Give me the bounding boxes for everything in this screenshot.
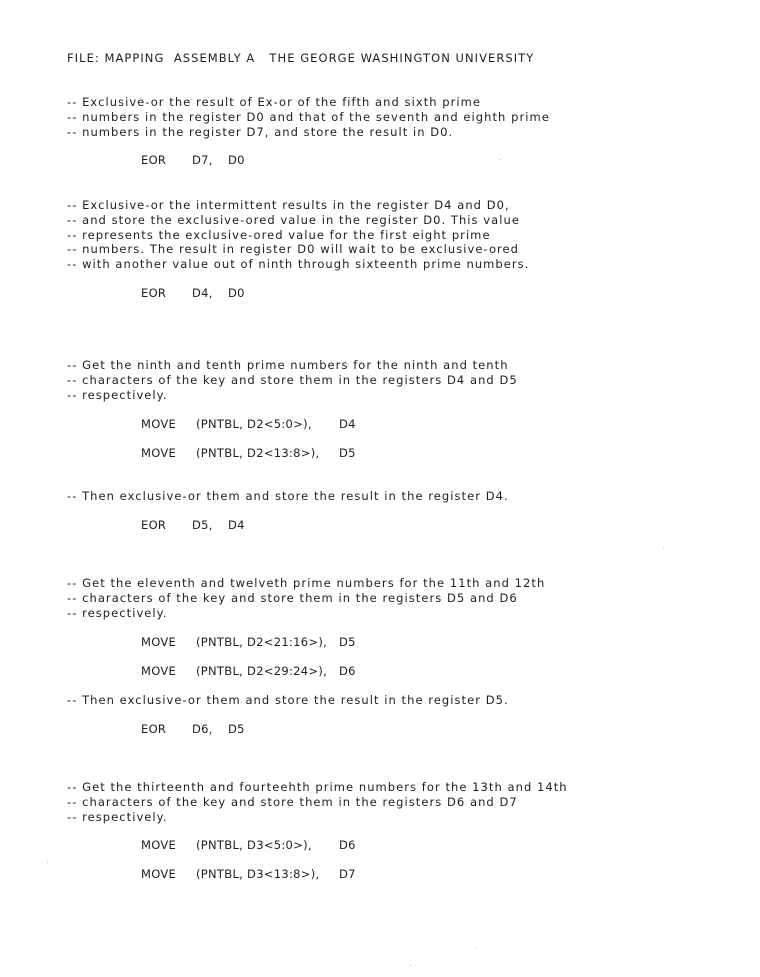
comment-line: -- numbers in the register D7, and store the result in D0. <box>67 125 454 139</box>
opcode: MOVE <box>141 446 177 460</box>
opcode: MOVE <box>141 664 177 678</box>
comment-line: -- and store the exclusive-ored value in the register D0. This value <box>67 213 520 227</box>
operand-source: (PNTBL, D3<5:0>), <box>196 838 312 852</box>
opcode: EOR <box>141 518 167 532</box>
opcode: MOVE <box>141 635 177 649</box>
comment-line: -- Then exclusive-or them and store the result in the register D5. <box>67 693 509 707</box>
operand-source: (PNTBL, D3<13:8>), <box>196 867 320 881</box>
scan-speck <box>663 547 664 548</box>
file-header: FILE: MAPPING ASSEMBLY A THE GEORGE WASHINGTON UNIVERSITY <box>67 51 535 65</box>
operand-destination: D5 <box>339 635 356 649</box>
comment-line: -- Get the eleventh and twelveth prime numbers for the 11th and 12th <box>67 576 546 590</box>
scan-speck <box>47 862 48 863</box>
operand-source: D6, <box>192 722 213 736</box>
operand-destination: D4 <box>339 417 356 431</box>
comment-line: -- characters of the key and store them in the registers D6 and D7 <box>67 795 518 809</box>
comment-line: -- respectively. <box>67 388 168 402</box>
operand-source: (PNTBL, D2<13:8>), <box>196 446 320 460</box>
comment-line: -- respectively. <box>67 606 168 620</box>
opcode: EOR <box>141 153 167 167</box>
operand-destination: D5 <box>228 722 245 736</box>
comment-line: -- respectively. <box>67 810 168 824</box>
scan-speck <box>410 965 411 966</box>
operand-source: (PNTBL, D2<5:0>), <box>196 417 312 431</box>
comment-line: -- numbers. The result in register D0 will wait to be exclusive-ored <box>67 242 520 256</box>
comment-line: -- represents the exclusive-ored value for the first eight prime <box>67 228 491 242</box>
comment-line: -- Exclusive-or the intermittent results in the register D4 and D0, <box>67 198 510 212</box>
comment-line: -- Then exclusive-or them and store the result in the register D4. <box>67 489 509 503</box>
operand-destination: D0 <box>228 153 245 167</box>
comment-line: -- characters of the key and store them in the registers D5 and D6 <box>67 591 518 605</box>
operand-source: (PNTBL, D2<21:16>), <box>196 635 328 649</box>
opcode: MOVE <box>141 867 177 881</box>
opcode: MOVE <box>141 417 177 431</box>
comment-line: -- Get the ninth and tenth prime numbers for the ninth and tenth <box>67 358 509 372</box>
opcode: EOR <box>141 286 167 300</box>
opcode: EOR <box>141 722 167 736</box>
operand-destination: D4 <box>228 518 245 532</box>
scan-speck <box>475 947 476 948</box>
operand-source: D5, <box>192 518 213 532</box>
operand-destination: D7 <box>339 867 356 881</box>
operand-destination: D5 <box>339 446 356 460</box>
operand-source: (PNTBL, D2<29:24>), <box>196 664 328 678</box>
comment-line: -- Get the thirteenth and fourteehth prime numbers for the 13th and 14th <box>67 780 568 794</box>
comment-line: -- characters of the key and store them in the registers D4 and D5 <box>67 373 518 387</box>
comment-line: -- numbers in the register D0 and that of the seventh and eighth prime <box>67 110 550 124</box>
comment-line: -- with another value out of ninth through sixteenth prime numbers. <box>67 257 530 271</box>
operand-destination: D0 <box>228 286 245 300</box>
operand-destination: D6 <box>339 664 356 678</box>
operand-source: D7, <box>192 153 213 167</box>
opcode: MOVE <box>141 838 177 852</box>
comment-line: -- Exclusive-or the result of Ex-or of the fifth and sixth prime <box>67 95 482 109</box>
operand-source: D4, <box>192 286 213 300</box>
scan-speck <box>500 159 501 160</box>
operand-destination: D6 <box>339 838 356 852</box>
